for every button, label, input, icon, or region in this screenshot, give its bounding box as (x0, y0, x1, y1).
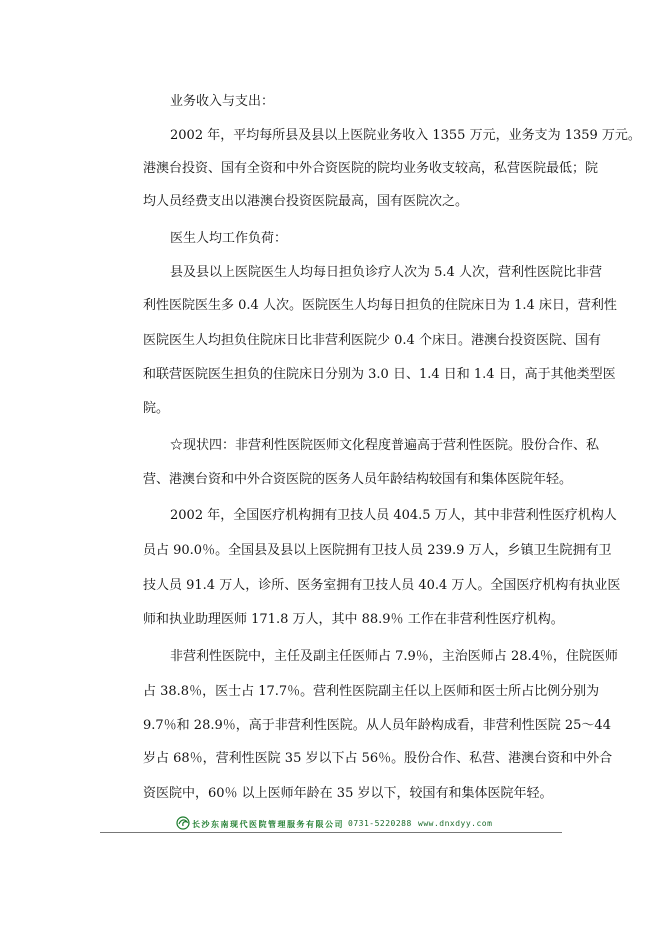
green-swirl-logo-icon (176, 816, 190, 830)
paragraph-line: 院。 (143, 401, 170, 416)
heading-business-income: 业务收入与支出： (170, 94, 275, 109)
status-four-heading: ☆现状四：非营利性医院医师文化程度普遍高于营利性医院。股份合作、私 (170, 438, 600, 453)
paragraph-line: 港澳台投资、国有全资和中外合资医院的院均业务收支较高，私营医院最低；院 (143, 161, 599, 176)
paragraph-line: 师和执业助理医师 171.8 万人，其中 88.9％ 工作在非营利性医疗机构。 (143, 612, 564, 627)
paragraph-line: 均人员经费支出以港澳台投资医院最高，国有医院次之。 (143, 194, 469, 209)
footer-company-name: 长沙东南现代医院管理服务有限公司 (192, 819, 344, 829)
paragraph-line: 岁占 68％，营利性医院 35 岁以下占 56％。股份合作、私营、港澳台资和中外合 (143, 751, 613, 766)
paragraph-line: 和联营医院医生担负的住院床日分别为 3.0 日、1.4 日和 1.4 日，高于其他类型医 (143, 367, 616, 382)
footer-website: www.dnxdyy.com (418, 819, 493, 828)
paragraph-line: 9.7％和 28.9％，高于非营利性医院。从人员年龄构成看，非营利性医院 25～44 (143, 718, 611, 733)
paragraph-line: 占 38.8％，医士占 17.7％。营利性医院副主任以上医师和医士所占比例分别为 (143, 684, 600, 699)
paragraph-line: 医院医生人均担负住院床日比非营利医院少 0.4 个床日。港澳台投资医院、国有 (143, 333, 601, 348)
heading-doctor-workload: 医生人均工作负荷： (170, 231, 288, 246)
paragraph-line: 2002 年，平均每所县及县以上医院业务收入 1355 万元，业务支为 1359 万元。 (170, 128, 641, 143)
footer-phone: 0731-5220288 (348, 819, 412, 828)
paragraph-line: 县及县以上医院医生人均每日担负诊疗人次为 5.4 人次，营利性医院比非营 (170, 265, 602, 280)
paragraph-line: 资医院中，60％ 以上医师年龄在 35 岁以下，较国有和集体医院年轻。 (143, 786, 553, 801)
paragraph-line: 非营利性医院中，主任及副主任医师占 7.9％，主治医师占 28.4％，住院医师 (170, 649, 618, 664)
paragraph-line: 利性医院医生多 0.4 人次。医院医生人均每日担负的住院床日为 1.4 床日，营利性 (143, 298, 617, 313)
footer-divider (100, 832, 562, 833)
paragraph-line: 技人员 91.4 万人，诊所、医务室拥有卫技人员 40.4 万人。全国医疗机构有执业医 (143, 578, 621, 593)
paragraph-line: 营、港澳台资和中外合资医院的医务人员年龄结构较国有和集体医院年轻。 (143, 472, 573, 487)
paragraph-line: 员占 90.0％。全国县及县以上医院拥有卫技人员 239.9 万人，乡镇卫生院拥有卫 (143, 543, 612, 558)
paragraph-line: 2002 年，全国医疗机构拥有卫技人员 404.5 万人，其中非营利性医疗机构人 (170, 508, 617, 523)
